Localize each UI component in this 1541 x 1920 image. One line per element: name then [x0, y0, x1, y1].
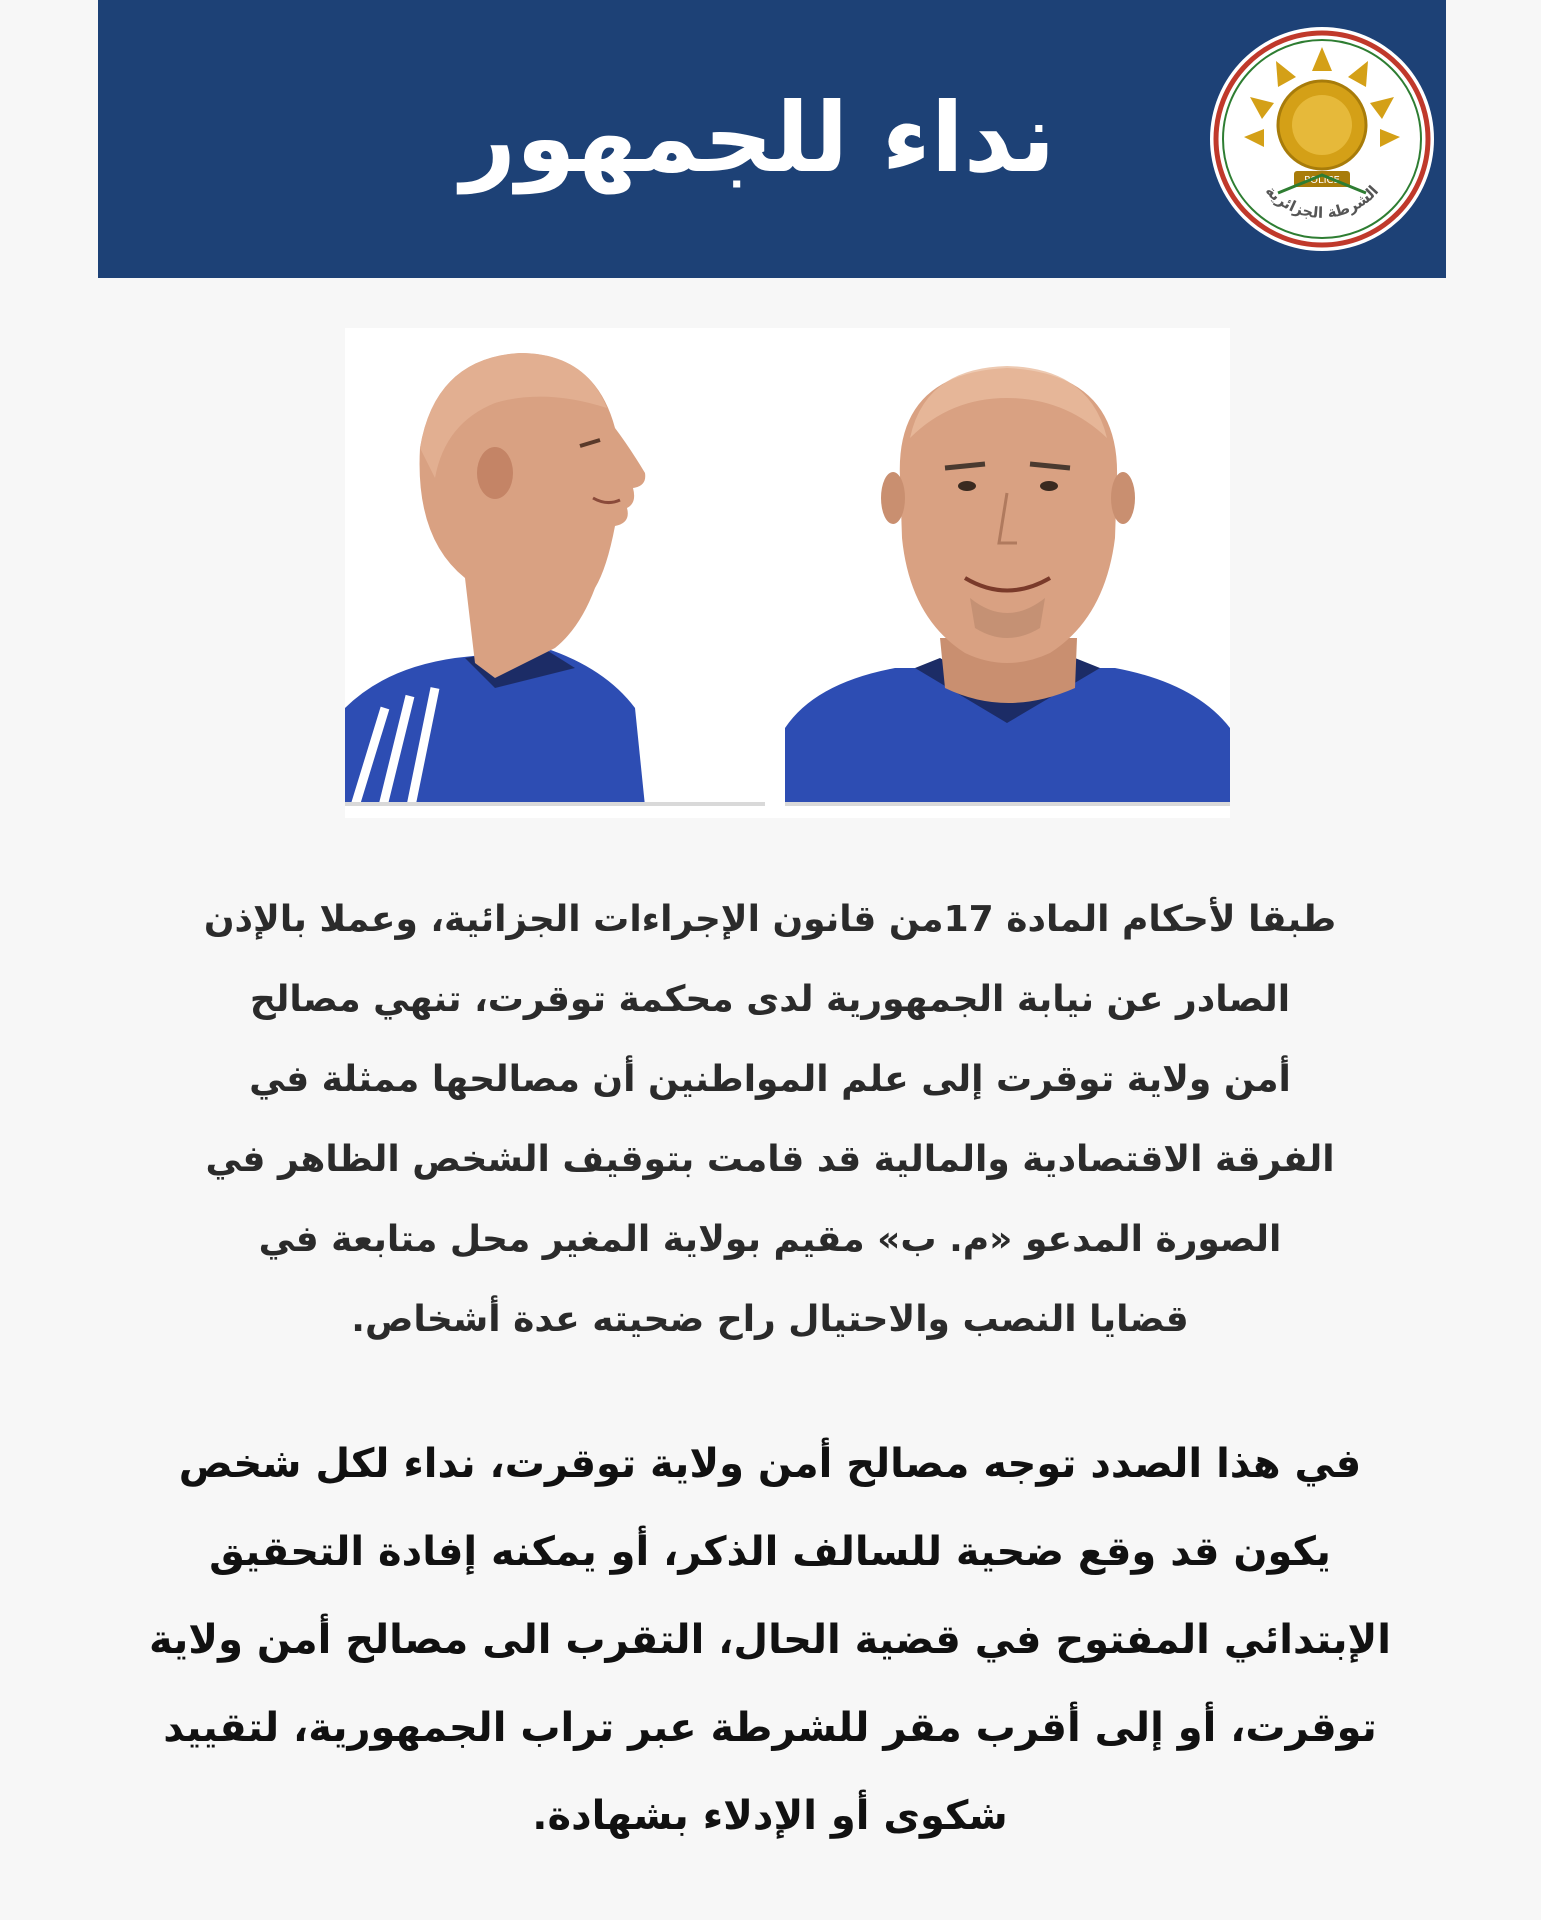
paragraph-line: يكون قد وقع ضحية للسالف الذكر، أو يمكنه إفادة التحقيق — [209, 1529, 1331, 1575]
paragraph-line: قضايا النصب والاحتيال راح ضحيته عدة أشخاص. — [351, 1299, 1189, 1340]
paragraph-line: الإبتدائي المفتوح في قضية الحال، التقرب الى مصالح أمن ولاية — [149, 1617, 1391, 1663]
algerian-police-emblem-icon — [1208, 25, 1436, 253]
paragraph-line: أمن ولاية توقرت إلى علم المواطنين أن مصالحها ممثلة في — [249, 1059, 1291, 1100]
paragraph-line: الفرقة الاقتصادية والمالية قد قامت بتوقيف الشخص الظاهر في — [205, 1139, 1335, 1180]
paragraph-line: الصادر عن نيابة الجمهورية لدى محكمة توقرت، تنهي مصالح — [249, 979, 1291, 1020]
page-title: نداء للجمهور — [460, 82, 1056, 194]
suspect-front-photo — [785, 328, 1230, 806]
svg-text:POLICE: POLICE — [1304, 175, 1340, 186]
suspect-profile-photo — [345, 328, 765, 806]
announcement-paragraph — [160, 880, 1380, 1360]
header-banner — [98, 0, 1446, 278]
paragraph-line: الصورة المدعو «م. ب» مقيم بولاية المغير محل متابعة في — [258, 1219, 1282, 1260]
paragraph-line: شكوى أو الإدلاء بشهادة. — [532, 1793, 1008, 1839]
logo-arc-text: الشرطة الجزائرية — [1261, 181, 1383, 222]
paragraph-line: في هذا الصدد توجه مصالح أمن ولاية توقرت، نداء لكل شخص — [178, 1441, 1362, 1487]
appeal-paragraph — [110, 1420, 1430, 1860]
paragraph-line: طبقا لأحكام المادة 17من قانون الإجراءات الجزائية، وعملا بالإذن — [203, 899, 1337, 940]
paragraph-line: توقرت، أو إلى أقرب مقر للشرطة عبر تراب الجمهورية، لتقييد — [163, 1705, 1377, 1751]
suspect-photos — [345, 328, 1230, 818]
